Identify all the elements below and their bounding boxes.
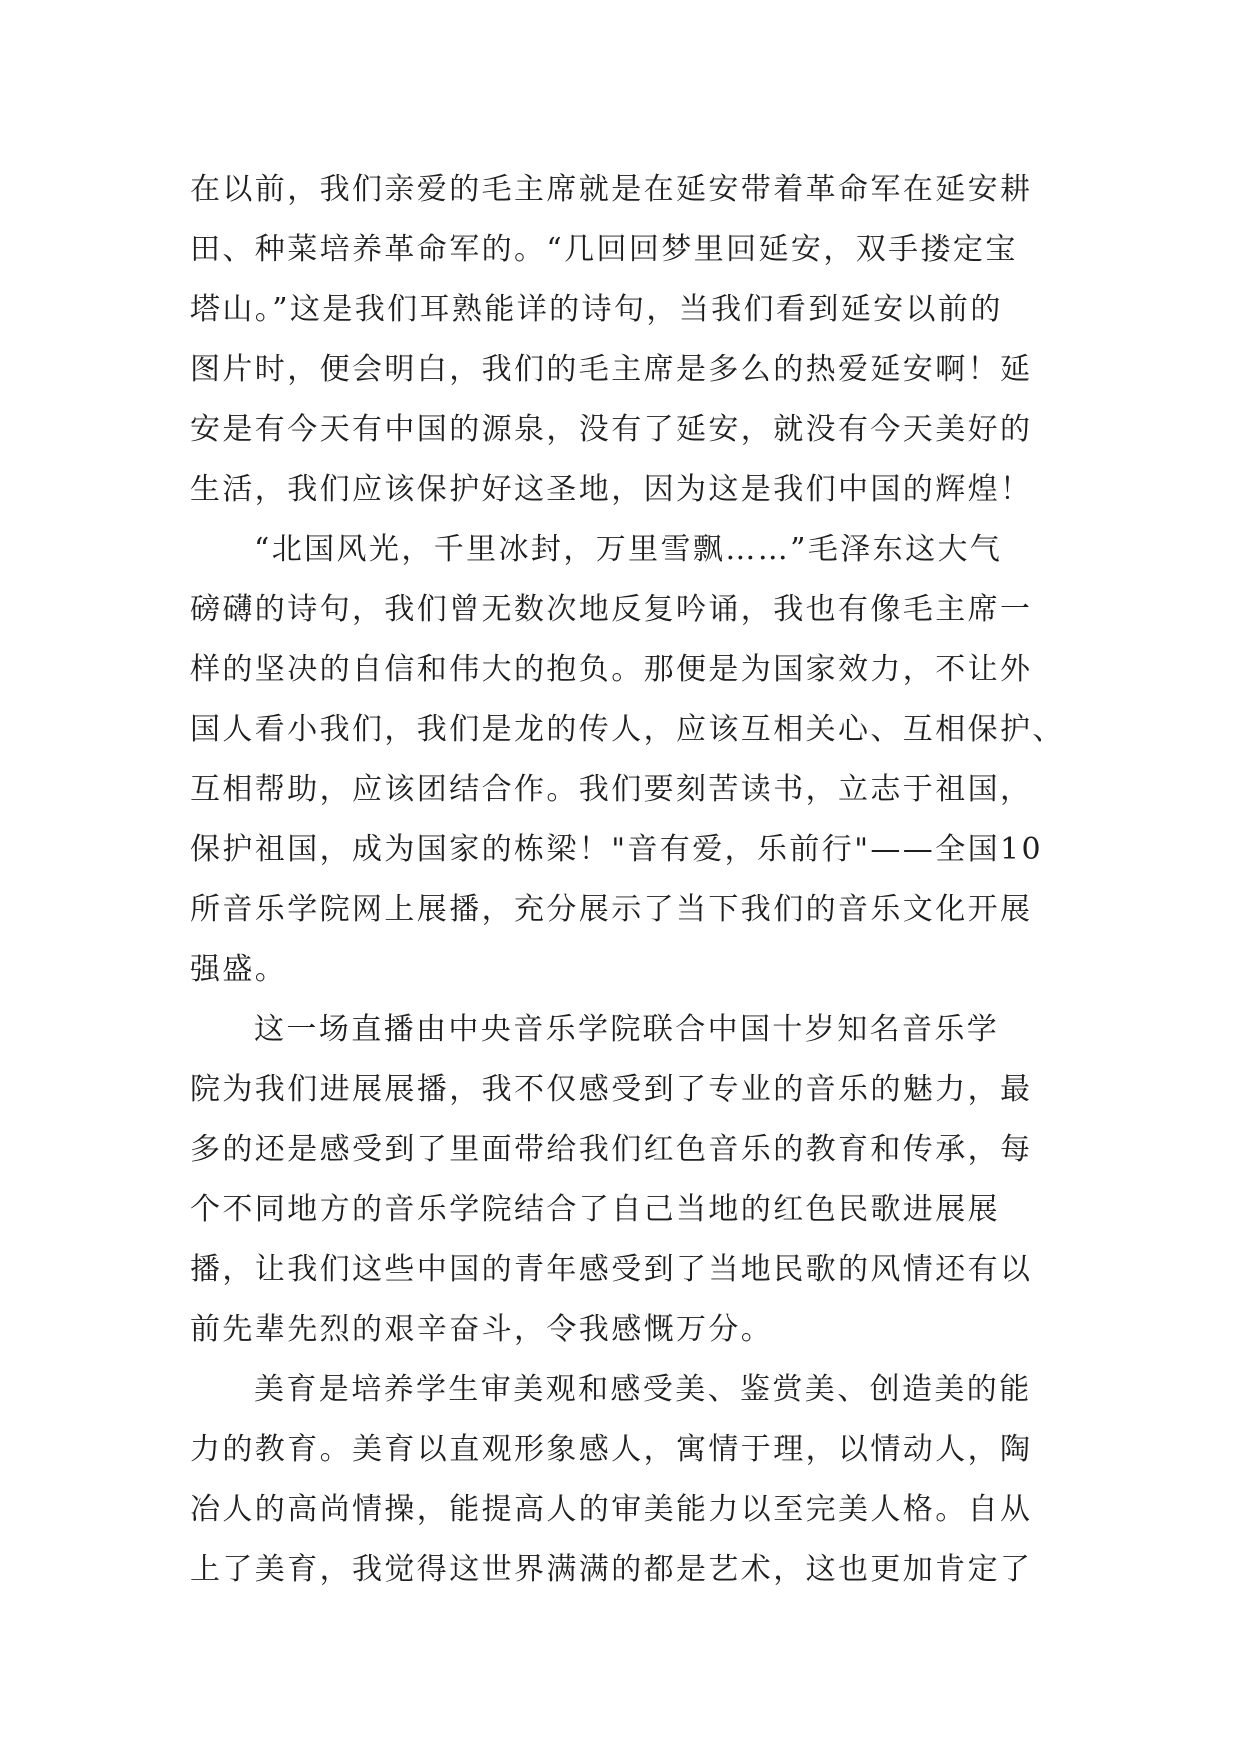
- text-line: 安是有今天有中国的源泉，没有了延安，就没有今天美好的: [190, 412, 1033, 447]
- text-line: 力的教育。美育以直观形象感人，寓情于理，以情动人，陶: [190, 1432, 1033, 1467]
- text-line: 在以前，我们亲爱的毛主席就是在延安带着革命军在延安耕: [190, 172, 1033, 207]
- text-line: 塔山。”这是我们耳熟能详的诗句，当我们看到延安以前的: [190, 292, 1003, 327]
- text-line: 前先辈先烈的艰辛奋斗，令我感慨万分。: [190, 1312, 774, 1347]
- text-line: 样的坚决的自信和伟大的抱负。那便是为国家效力，不让外: [190, 652, 1033, 687]
- text-line: 所音乐学院网上展播，充分展示了当下我们的音乐文化开展: [190, 892, 1033, 927]
- text-line: 院为我们进展展播，我不仅感受到了专业的音乐的魅力，最: [190, 1072, 1033, 1107]
- text-line: 上了美育，我觉得这世界满满的都是艺术，这也更加肯定了: [190, 1552, 1033, 1587]
- body-text: [190, 160, 1070, 1600]
- text-line: 个不同地方的音乐学院结合了自己当地的红色民歌进展展: [190, 1192, 1000, 1227]
- text-line: 磅礴的诗句，我们曾无数次地反复吟诵，我也有像毛主席一: [190, 592, 1033, 627]
- text-line: 播，让我们这些中国的青年感受到了当地民歌的风情还有以: [190, 1252, 1033, 1287]
- text-line: 田、种菜培养革命军的。“几回回梦里回延安，双手搂定宝: [190, 232, 1018, 267]
- text-line: 图片时，便会明白，我们的毛主席是多么的热爱延安啊！延: [190, 352, 1033, 387]
- text-line: 互相帮助，应该团结合作。我们要刻苦读书，立志于祖国，: [190, 772, 1033, 807]
- text-line: 生活，我们应该保护好这圣地，因为这是我们中国的辉煌！: [190, 472, 1033, 507]
- text-line: 国人看小我们，我们是龙的传人，应该互相关心、互相保护、: [190, 712, 1065, 747]
- paragraph-first-line: 这一场直播由中央音乐学院联合中国十岁知名音乐学: [254, 1012, 1000, 1047]
- text-line: 保护祖国，成为国家的栋梁！"音有爱，乐前行"——全国10: [190, 832, 1043, 867]
- paragraph-first-line: “北国风光，千里冰封，万里雪飘……”毛泽东这大气: [254, 532, 1003, 567]
- paragraph-first-line: 美育是培养学生审美观和感受美、鉴赏美、创造美的能: [254, 1372, 1032, 1407]
- text-line: 冶人的高尚情操，能提高人的审美能力以至完美人格。自从: [190, 1492, 1033, 1527]
- text-line: 强盛。: [190, 952, 288, 987]
- text-line: 多的还是感受到了里面带给我们红色音乐的教育和传承，每: [190, 1132, 1033, 1167]
